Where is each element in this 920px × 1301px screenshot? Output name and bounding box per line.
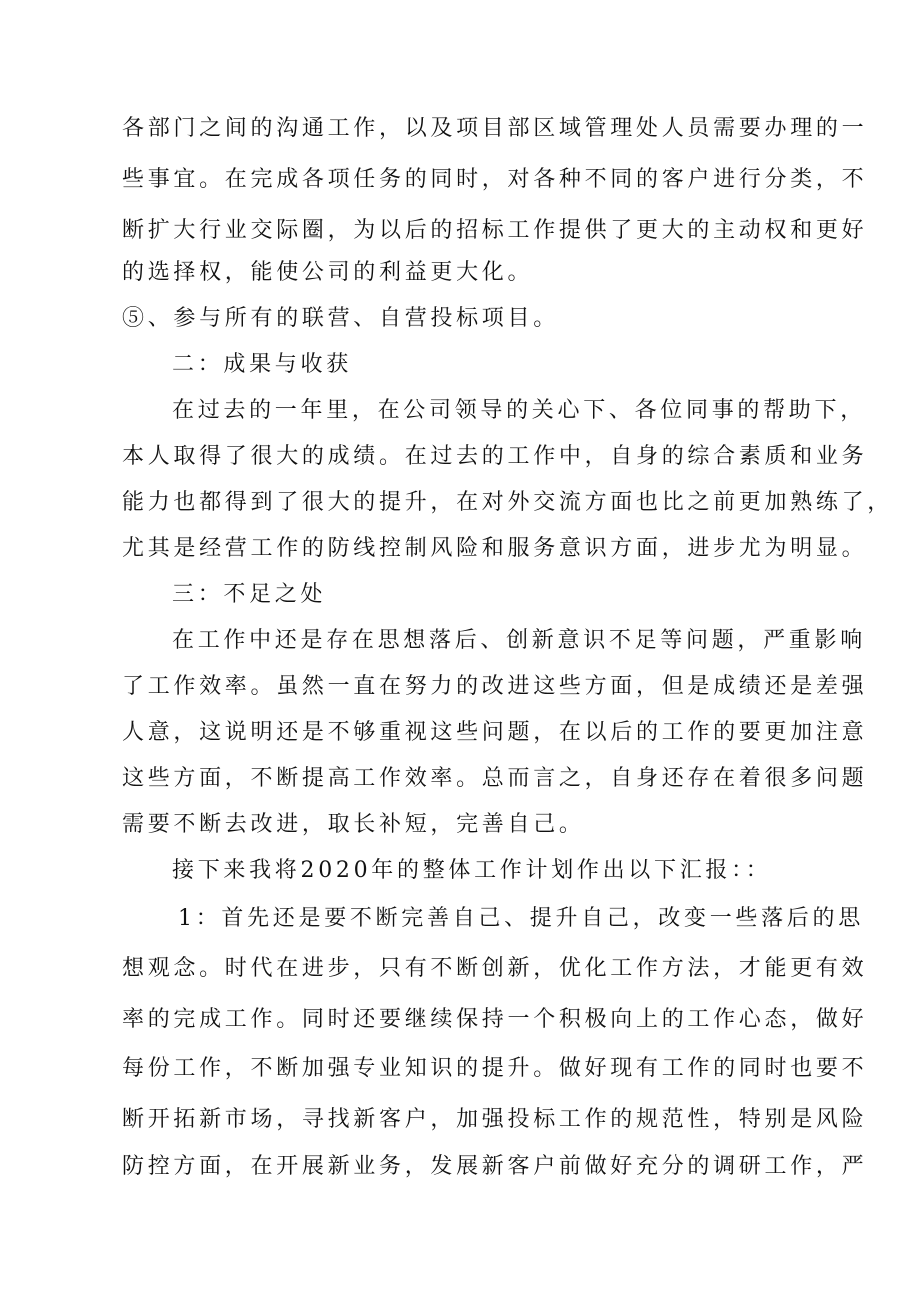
section-heading: 二：成果与收获 (172, 352, 352, 377)
text-line: 断扩大行业交际圈，为以后的招标工作提供了更大的主动权和更好 (122, 218, 868, 243)
text-line: 些事宜。在完成各项任务的同时，对各种不同的客户进行分类，不 (122, 167, 868, 192)
text-line: 接下来我将2020年的整体工作计划作出以下汇报：： (172, 858, 772, 883)
text-line: 人意，这说明还是不够重视这些问题，在以后的工作的要更加注意 (122, 720, 868, 745)
text-line: 想观念。时代在进步，只有不断创新，优化工作方法，才能更有效 (122, 956, 868, 981)
text-line: 在过去的一年里，在公司领导的关心下、各位同事的帮助下， (172, 398, 866, 423)
list-item: ⑤、参与所有的联营、自营投标项目。 (122, 306, 559, 331)
text-line: 率的完成工作。同时还要继续保持一个积极向上的工作心态，做好 (122, 1007, 868, 1032)
text-line: 的选择权，能使公司的利益更大化。 (122, 260, 534, 285)
text-line: 了工作效率。虽然一直在努力的改进这些方面，但是成绩还是差强 (122, 674, 868, 699)
text-line: 需要不断去改进，取长补短，完善自己。 (122, 812, 585, 837)
section-heading: 三：不足之处 (172, 582, 327, 607)
text-line: 尤其是经营工作的防线控制风险和服务意识方面，进步尤为明显。 (122, 536, 868, 561)
text-line: 防控方面，在开展新业务，发展新客户前做好充分的调研工作，严 (122, 1154, 868, 1179)
text-line: 各部门之间的沟通工作，以及项目部区域管理处人员需要办理的一 (122, 116, 868, 141)
text-line: 每份工作，不断加强专业知识的提升。做好现有工作的同时也要不 (122, 1056, 868, 1081)
text-line: 这些方面，不断提高工作效率。总而言之，自身还存在着很多问题 (122, 766, 868, 791)
text-line: 断开拓新市场，寻找新客户，加强投标工作的规范性，特别是风险 (122, 1107, 868, 1132)
text-line: 在工作中还是存在思想落后、创新意识不足等问题，严重影响 (172, 628, 866, 653)
text-line: 能力也都得到了很大的提升，在对外交流方面也比之前更加熟练了， (122, 490, 894, 515)
numbered-item: 1：首先还是要不断完善自己、提升自己，改变一些落后的思 (178, 906, 864, 931)
text-line: 本人取得了很大的成绩。在过去的工作中，自身的综合素质和业务 (122, 444, 868, 469)
